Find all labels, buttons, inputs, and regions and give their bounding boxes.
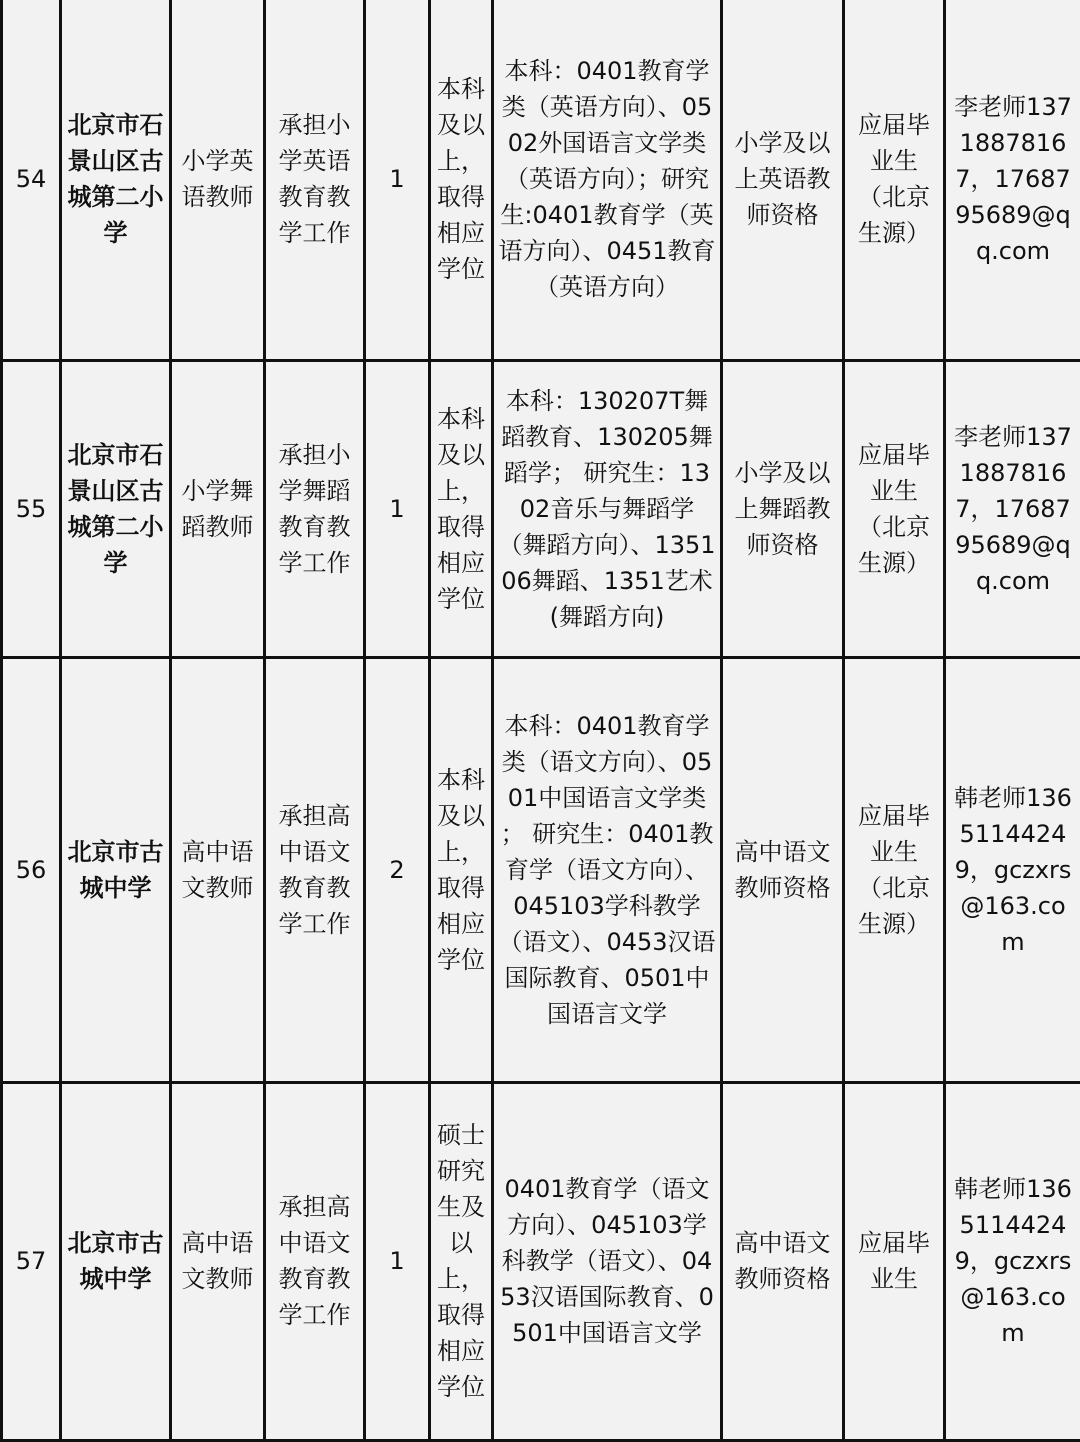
job-duty: 承担高中语文教育教学工作: [265, 657, 365, 1082]
table-row: [2, 360, 1080, 657]
teacher-qualification: 高中语文教师资格: [722, 657, 844, 1082]
education-requirement: 硕士研究生及以上，取得相应学位: [430, 1082, 493, 1440]
position-name: 高中语文教师: [171, 1082, 265, 1440]
candidate-source: 应届毕业生（北京生源）: [844, 360, 945, 657]
position-name: 小学英语教师: [171, 0, 265, 360]
education-requirement: 本科及以上，取得相应学位: [430, 360, 493, 657]
candidate-source: 应届毕业生（北京生源）: [844, 0, 945, 360]
table-row: [2, 0, 1080, 360]
employer-unit: 北京市古城中学: [61, 657, 171, 1082]
candidate-source: 应届毕业生: [844, 1082, 945, 1440]
teacher-qualification: 小学及以上英语教师资格: [722, 0, 844, 360]
education-requirement: 本科及以上，取得相应学位: [430, 657, 493, 1082]
candidate-source: 应届毕业生（北京生源）: [844, 657, 945, 1082]
teacher-qualification: 小学及以上舞蹈教师资格: [722, 360, 844, 657]
hiring-count: 1: [365, 360, 430, 657]
teacher-qualification: 高中语文教师资格: [722, 1082, 844, 1440]
major-requirement: 本科：0401教育学类（语文方向）、0501中国语言文学类 ； 研究生：0401教育学（语文方向）、045103学科教学（语文）、0453汉语国际教育、0501中国语言文学: [493, 657, 722, 1082]
row-number: 57: [2, 1082, 61, 1440]
job-duty: 承担小学英语教育教学工作: [265, 0, 365, 360]
job-duty: 承担高中语文教育教学工作: [265, 1082, 365, 1440]
table-row: [2, 657, 1080, 1082]
major-requirement: 本科：0401教育学类（英语方向）、0502外国语言文学类（英语方向）；研究生:0401教育学（英语方向）、0451教育（英语方向）: [493, 0, 722, 360]
row-number: 54: [2, 0, 61, 360]
row-number: 56: [2, 657, 61, 1082]
employer-unit: 北京市石景山区古城第二小学: [61, 0, 171, 360]
major-requirement: 本科：130207T舞蹈教育、130205舞蹈学； 研究生：1302音乐与舞蹈学（舞蹈方向）、135106舞蹈、1351艺术(舞蹈方向): [493, 360, 722, 657]
row-number: 55: [2, 360, 61, 657]
employer-unit: 北京市古城中学: [61, 1082, 171, 1440]
table-row: [2, 1082, 1080, 1440]
contact-info: 韩老师13651144249，gczxrs@163.com: [945, 1082, 1080, 1440]
contact-info: 李老师13718878167，1768795689@qq.com: [945, 0, 1080, 360]
hiring-count: 1: [365, 0, 430, 360]
hiring-count: 2: [365, 657, 430, 1082]
job-duty: 承担小学舞蹈教育教学工作: [265, 360, 365, 657]
education-requirement: 本科及以上，取得相应学位: [430, 0, 493, 360]
contact-info: 韩老师13651144249，gczxrs@163.com: [945, 657, 1080, 1082]
major-requirement: 0401教育学（语文方向）、045103学科教学（语文）、0453汉语国际教育、0501中国语言文学: [493, 1082, 722, 1440]
position-name: 高中语文教师: [171, 657, 265, 1082]
hiring-count: 1: [365, 1082, 430, 1440]
employer-unit: 北京市石景山区古城第二小学: [61, 360, 171, 657]
contact-info: 李老师13718878167，1768795689@qq.com: [945, 360, 1080, 657]
position-name: 小学舞蹈教师: [171, 360, 265, 657]
